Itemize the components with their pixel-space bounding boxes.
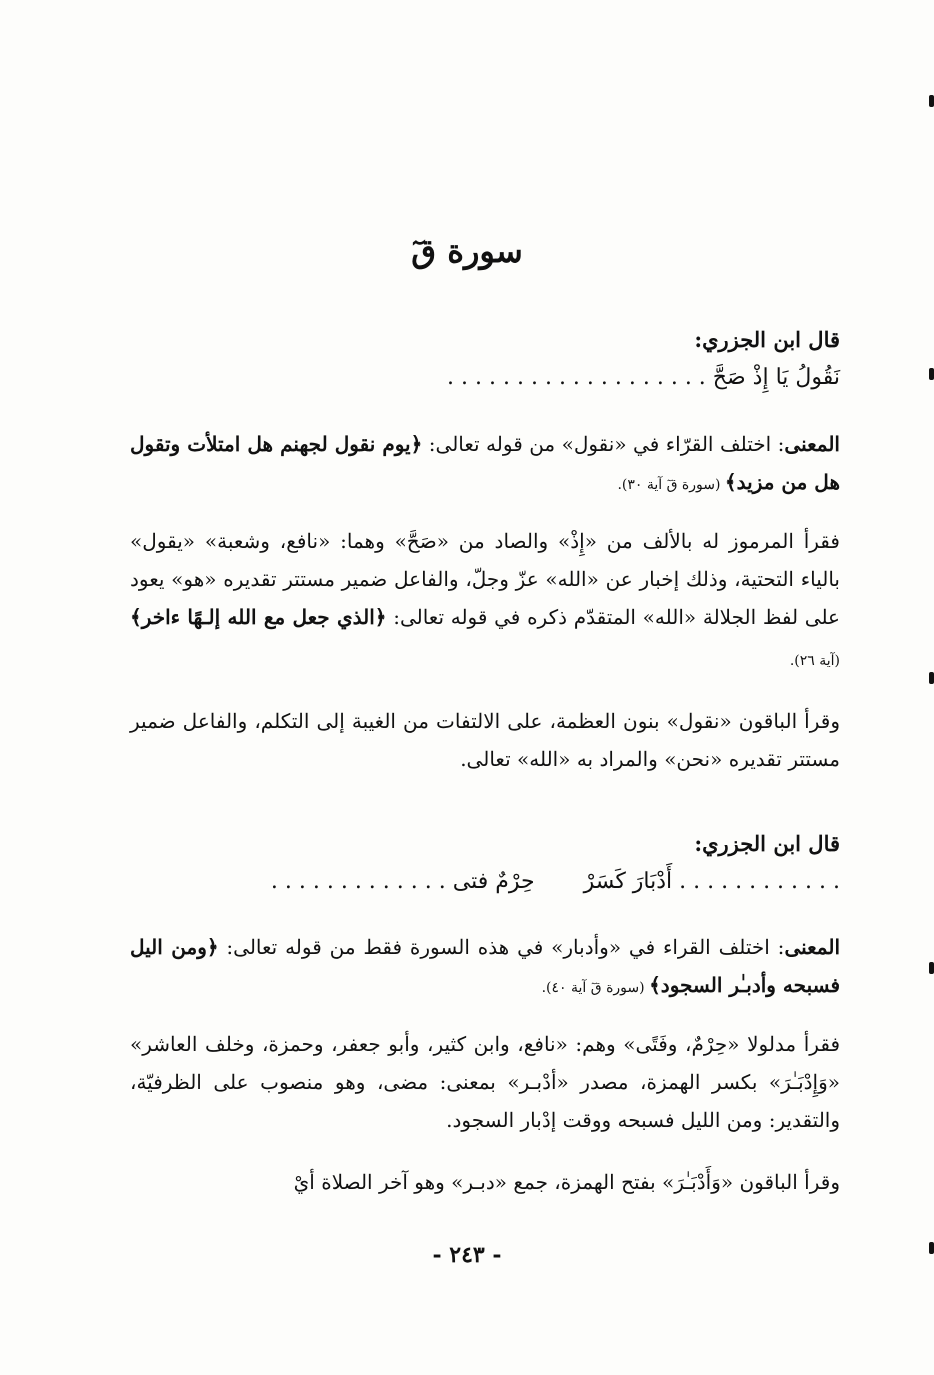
binding-mark: [929, 1242, 934, 1254]
binding-mark: [929, 672, 934, 684]
paragraph-4: [130, 928, 840, 1007]
verse-reference: (سورة قٓ آية ٤٠).: [541, 980, 650, 996]
paragraph-1: [130, 425, 840, 504]
section-2: [130, 826, 840, 902]
paragraph-4-text: : اختلف القراء في «وأدبار» في هذه السورة فقط من قوله تعالى:: [218, 935, 785, 959]
paragraph-1-text: : اختلف القرّاء في «نقول» من قوله تعالى:: [422, 432, 785, 456]
verse-dots-left: . . . . . . . . . . . . .: [270, 869, 446, 894]
paragraph-5-text: فقرأ مدلولا «حِرْمٌ، وفَتًى» وهم: «نافع، وابن كثير، وأبو جعفر، وحمزة، وخلف العاشر» «وَإِدْبَـٰرَ» بكسر الهمزة، مصدر «أدْبـر» بمعنى: مضى، وهو منصوب على الظرفيّة، والتقدير: ومن الليل فسبحه ووقت إدْبار السجود.: [130, 1032, 840, 1132]
section-1-heading: قال ابن الجزري:: [694, 327, 840, 352]
paragraph-5: [130, 1025, 840, 1139]
binding-mark: [929, 368, 934, 380]
paragraph-3: [130, 702, 840, 778]
quran-quote: ﴿الذي جعل مع الله إلـهًا ءاخر﴾: [130, 605, 387, 629]
paragraph-6-text: وقرأ الباقون «وَأَدْبَـٰرَ» بفتح الهمزة، جمع «دبـر» وهو آخر الصلاة أيْ: [293, 1170, 840, 1194]
paragraph-2-text: فقرأ المرموز له بالألف من «إِذْ» والصاد من «صَحَّ» وهما: «نافع، وشعبة» «يقول» بالياء التحتية، وذلك إخبار عن «الله» عزّ وجلّ، والفاعل ضمير مستتر تقديره «هو» يعود على لفظ الجلالة «الله» المتقدّم ذكره في قوله تعالى:: [130, 529, 840, 629]
surah-title: سورة قٓ: [411, 232, 523, 270]
quran-quote: ﴿يوم نقول لجهنم هل امتلأت وتقول هل من مزيد﴾: [130, 432, 840, 494]
quran-quote: ﴿ومن اليل فسبحه وأدبـٰر السجود﴾: [130, 935, 840, 997]
meaning-label: المعنى: [784, 432, 840, 456]
page-number: - ٢٤٣ -: [432, 1242, 502, 1268]
paragraph-6: [130, 1163, 840, 1201]
verse-reference: (آية ٢٦).: [789, 653, 840, 669]
section-1-verse: [130, 358, 840, 398]
verse-text-a: أَدْبَارَ كَسَرْ: [583, 869, 673, 894]
binding-mark: [929, 95, 934, 107]
verse-dots: . . . . . . . . . . . . . . . . . . .: [447, 365, 706, 390]
section-2-heading: قال ابن الجزري:: [694, 831, 840, 856]
binding-mark: [929, 962, 934, 974]
paragraph-3-text: وقرأ الباقون «نقول» بنون العظمة، على الالتفات من الغيبة إلى التكلم، والفاعل ضمير مستتر تقديره «نحن» والمراد به «الله» تعالى.: [130, 709, 840, 771]
verse-text: نَقُولُ يَا إِذْ صَحَّ: [712, 365, 840, 390]
section-2-verse: [130, 862, 840, 902]
paragraph-2: [130, 522, 840, 680]
verse-dots-right: . . . . . . . . . . . .: [679, 869, 840, 894]
verse-reference: (سورة قٓ آية ٣٠).: [617, 477, 725, 493]
verse-text-b: حِرْمٌ فتى: [452, 869, 535, 894]
meaning-label: المعنى: [784, 935, 841, 959]
section-1: [130, 322, 840, 398]
